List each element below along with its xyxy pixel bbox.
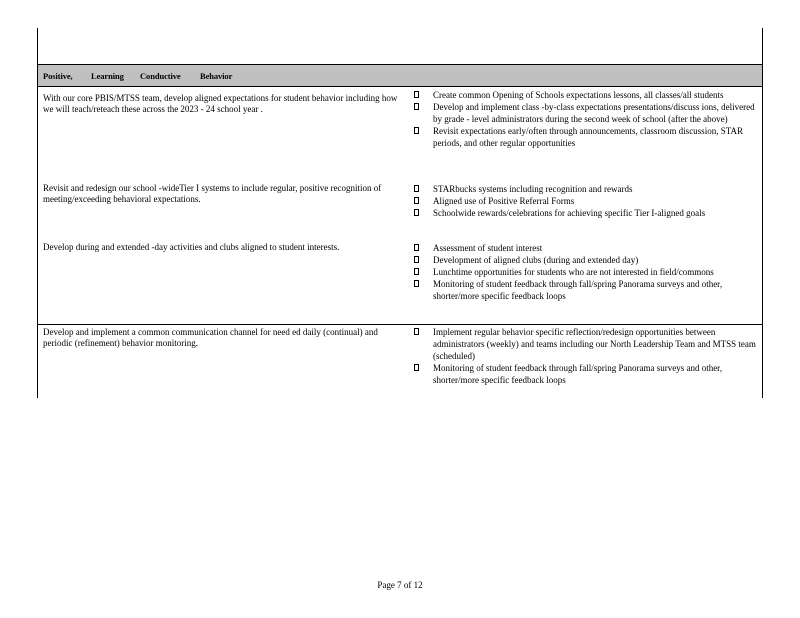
- list-item: Monitoring of student feedback through fall/spring Panorama surveys and other, shorter/more specific feedback loops: [413, 278, 761, 302]
- section-header: [38, 64, 762, 87]
- strategy-text: Develop and implement a common communication channel for need ed daily (continual) and periodic (refinement) behavior monitoring.: [43, 327, 378, 348]
- list-item: Develop and implement class -by-class expectations presentations/discuss ions, delivered by grade - level administrators during the second week of school (after the above): [413, 101, 761, 125]
- list-item: Create common Opening of Schools expectations lessons, all classes/all students: [413, 89, 761, 101]
- bullet-icon: [414, 127, 419, 134]
- list-item: Lunchtime opportunities for students who are not interested in field/commons: [413, 266, 761, 278]
- list-item: Aligned use of Positive Referral Forms: [413, 195, 761, 207]
- bullet-icon: [414, 268, 419, 275]
- header-word: Positive,: [43, 71, 73, 81]
- list-item: Monitoring of student feedback through fall/spring Panorama surveys and other, shorter/more specific feedback loops: [413, 362, 761, 386]
- action-steps-list: [413, 89, 761, 149]
- bullet-icon: [414, 91, 419, 98]
- list-item: Implement regular behavior specific reflection/redesign opportunities between administrators (weekly) and teams including our North Leadership Team and MTSS team (scheduled): [413, 326, 761, 362]
- bullet-icon: [414, 280, 419, 287]
- bullet-icon: [414, 328, 419, 335]
- bullet-icon: [414, 256, 419, 263]
- bullet-icon: [414, 197, 419, 204]
- bullet-icon: [414, 209, 419, 216]
- list-item: Assessment of student interest: [413, 242, 761, 254]
- action-steps-list: [413, 183, 761, 219]
- list-item: Schoolwide rewards/celebrations for achieving specific Tier I-aligned goals: [413, 207, 761, 219]
- action-steps-list: [413, 242, 761, 302]
- bullet-icon: [414, 103, 419, 110]
- strategy-text: With our core PBIS/MTSS team, develop aligned expectations for student behavior including how we will teach/reteach these across the 2023 - 24 school year .: [43, 93, 398, 114]
- row-divider: [38, 324, 762, 325]
- table-frame: [37, 28, 763, 398]
- header-word: Conductive: [140, 71, 181, 81]
- list-item: Revisit expectations early/often through announcements, classroom discussion, STAR periods, and other regular opportunities: [413, 125, 761, 149]
- bullet-icon: [414, 364, 419, 371]
- page-number: Page 7 of 12: [377, 580, 423, 590]
- bullet-icon: [414, 185, 419, 192]
- list-item: Development of aligned clubs (during and extended day): [413, 254, 761, 266]
- bullet-icon: [414, 244, 419, 251]
- action-steps-list: [413, 326, 761, 386]
- strategy-text: Revisit and redesign our school -wideTier I systems to include regular, positive recognition of meeting/exceeding behavioral expectations.: [43, 183, 382, 204]
- header-word: Learning: [91, 71, 124, 81]
- header-word: Behavior: [200, 71, 233, 81]
- strategy-text: Develop during and extended -day activities and clubs aligned to student interests.: [43, 242, 340, 252]
- list-item: STARbucks systems including recognition and rewards: [413, 183, 761, 195]
